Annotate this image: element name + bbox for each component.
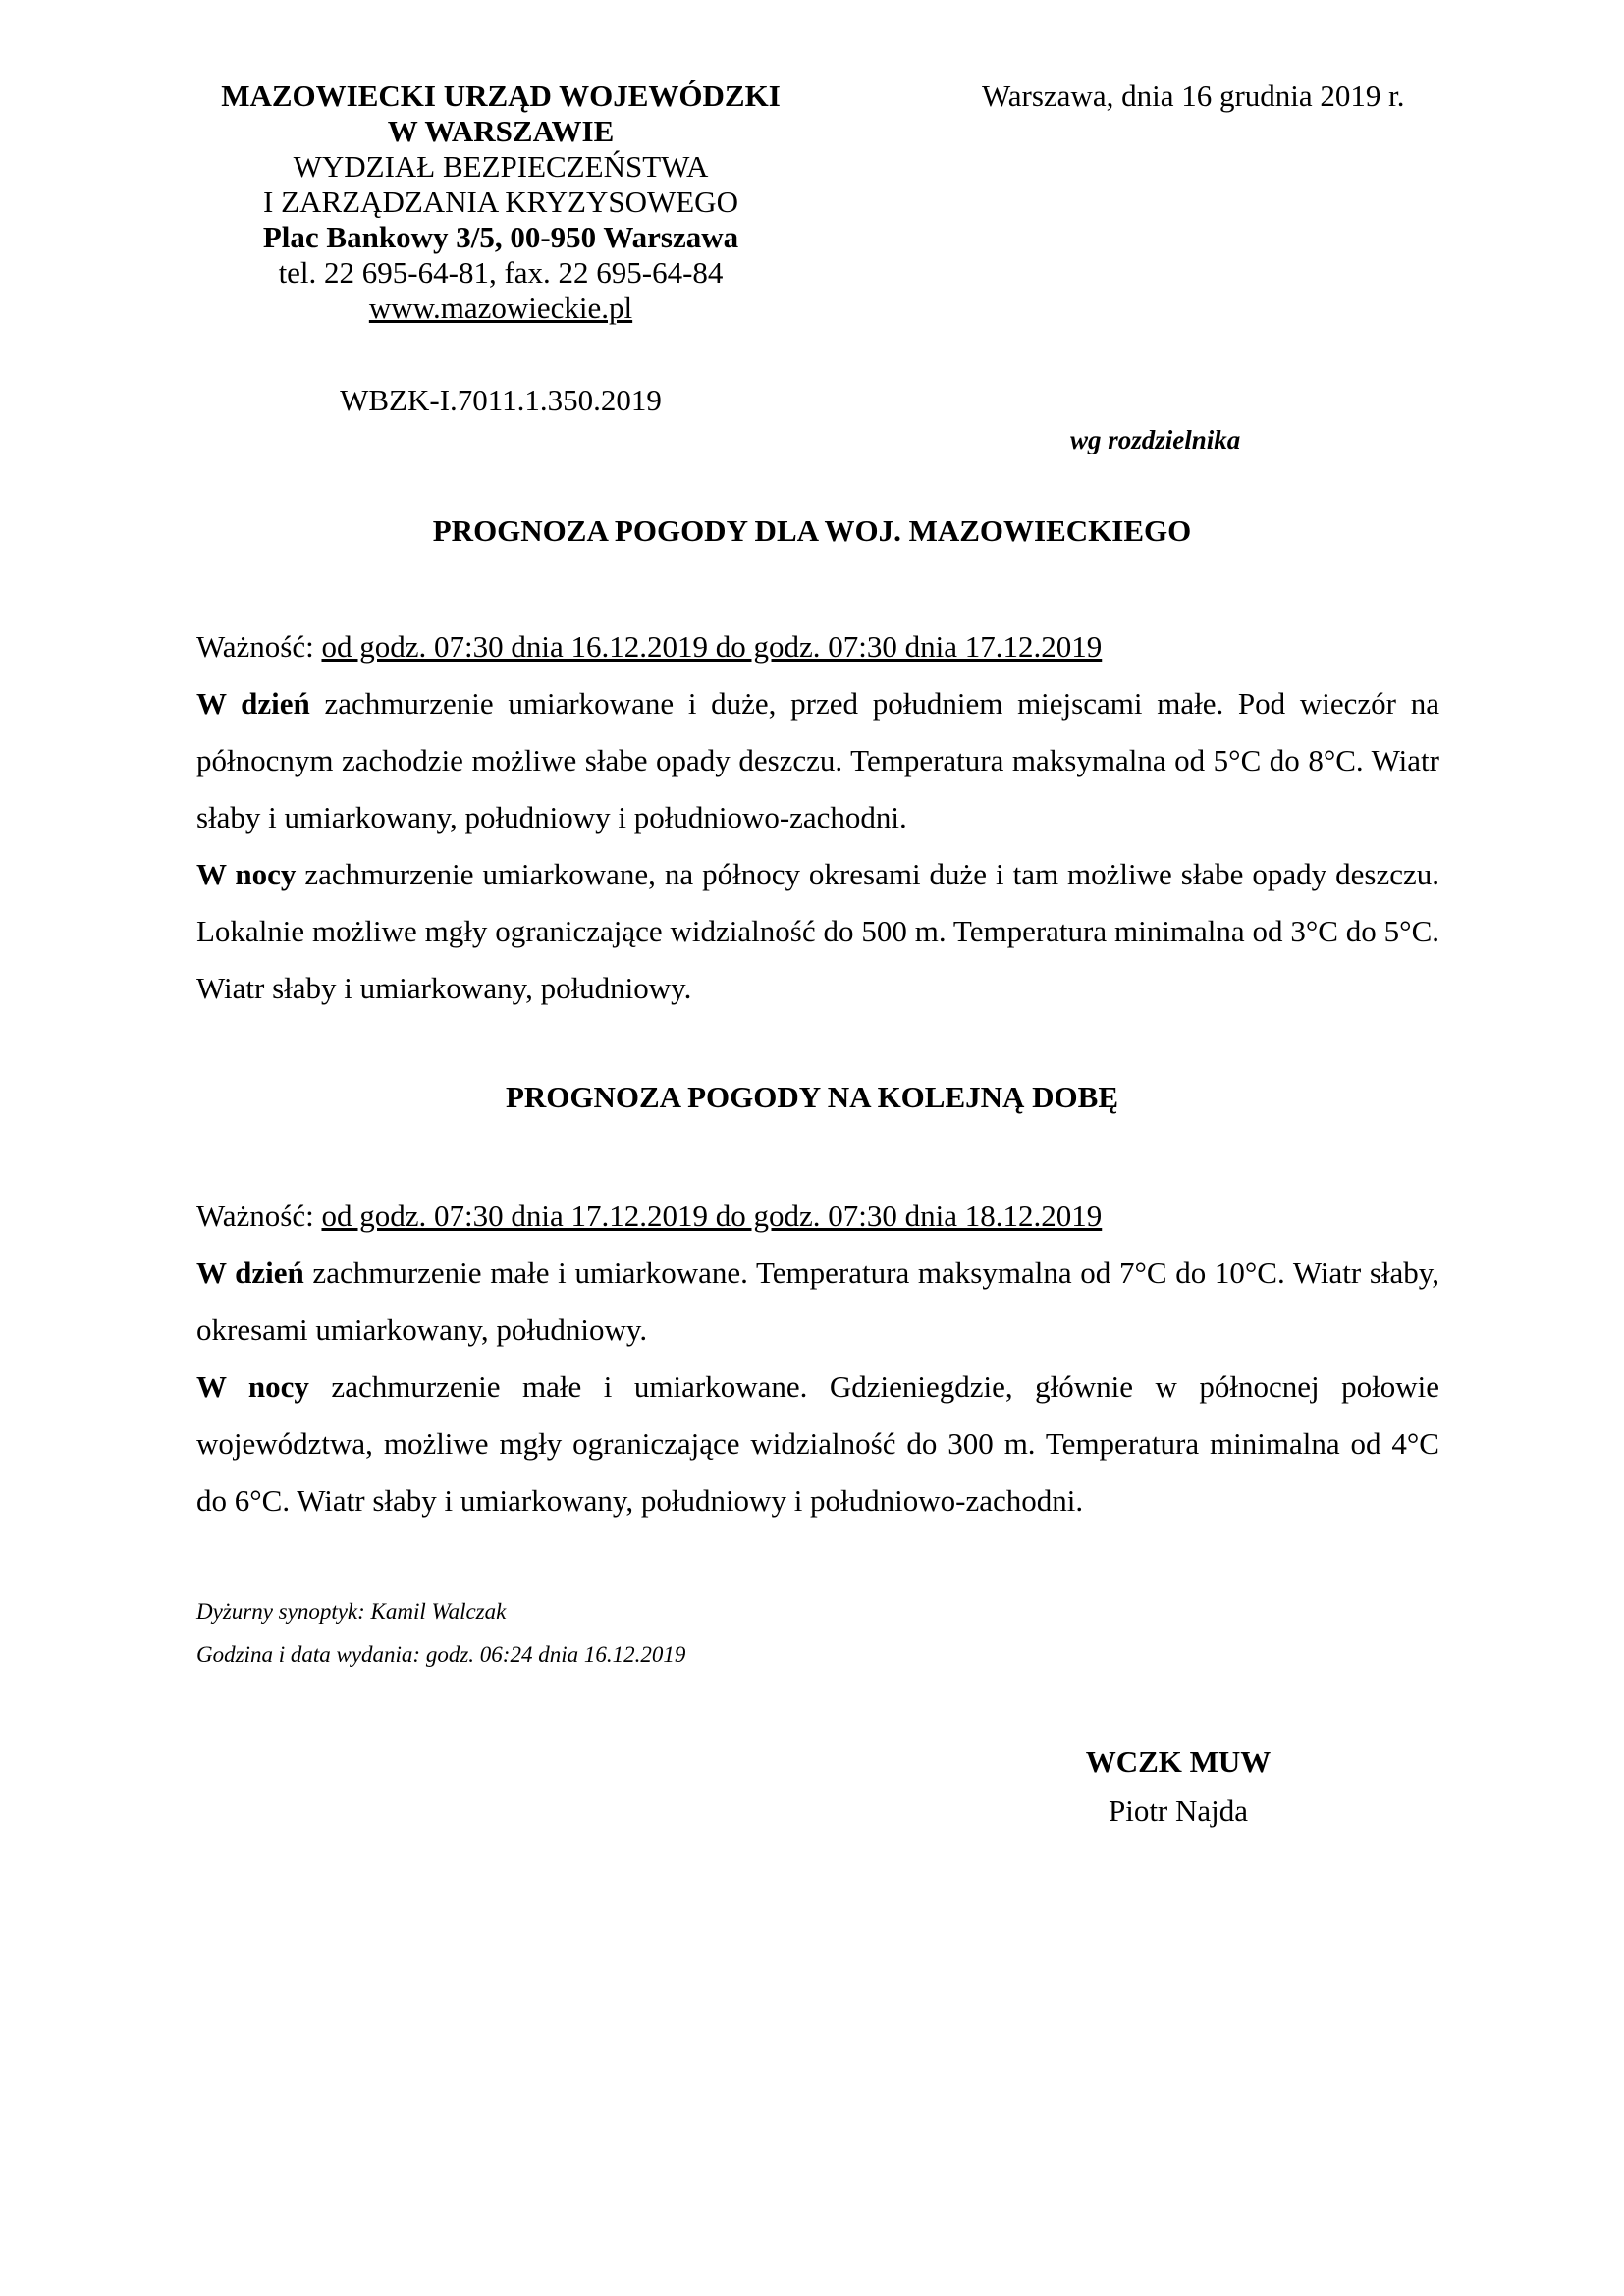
distribution-note: wg rozdzielnika (1070, 425, 1241, 454)
validity-range: od godz. 07:30 dnia 17.12.2019 do godz. 07:30 dnia 18.12.2019 (321, 1199, 1103, 1233)
night-label: W nocy (196, 857, 297, 891)
website-link[interactable]: www.mazowieckie.pl (368, 291, 633, 325)
forecast-next-title: PROGNOZA POGODY NA KOLEJNĄ DOBĘ (505, 1080, 1119, 1114)
issue-metadata (196, 1590, 685, 1677)
org-name-line2: W WARSZAWIE (387, 114, 615, 148)
night-text: zachmurzenie małe i umiarkowane. Gdzieniegdzie, głównie w północnej połowie województwa, możliwe mgły ograniczające widzialność do 300 m. Temperatura minimalna od 4°C do 6°C. Wiatr słaby i umiarkowany, południowy i południowo-zachodni. (196, 1369, 1439, 1518)
forecast-next-night (196, 1359, 1439, 1529)
department-line2: I ZARZĄDZANIA KRYZYSOWEGO (263, 185, 738, 219)
reference-number: WBZK-I.7011.1.350.2019 (340, 383, 662, 417)
validity-label: Ważność: (196, 1199, 322, 1233)
forecast-today-validity (196, 618, 1439, 675)
org-name-line1: MAZOWIECKI URZĄD WOJEWÓDZKI (221, 79, 781, 113)
letterhead (177, 79, 825, 326)
day-label: W dzień (196, 686, 310, 721)
phone-fax: tel. 22 695-64-81, fax. 22 695-64-84 (278, 255, 724, 290)
validity-range: od godz. 07:30 dnia 16.12.2019 do godz. 07:30 dnia 17.12.2019 (321, 629, 1103, 664)
address: Plac Bankowy 3/5, 00-950 Warszawa (262, 220, 739, 254)
day-text: zachmurzenie umiarkowane i duże, przed południem miejscami małe. Pod wieczór na północnym zachodzie możliwe słabe opady deszczu. Temperatura maksymalna od 5°C do 8°C. Wiatr słaby i umiarkowany, południowy i południowo-zachodni. (196, 686, 1440, 834)
day-label: W dzień (196, 1255, 304, 1290)
forecast-next-body (196, 1188, 1439, 1529)
forecast-next-day (196, 1245, 1439, 1359)
night-text: zachmurzenie umiarkowane, na północy okresami duże i tam możliwe słabe opady deszczu. Lokalnie możliwe mgły ograniczające widzialność do 500 m. Temperatura minimalna od 3°C do 5°C. Wiatr słaby i umiarkowany, południowy. (196, 857, 1439, 1005)
forecast-next-validity (196, 1188, 1439, 1245)
signatory-name: Piotr Najda (1108, 1793, 1249, 1828)
forecast-today-night (196, 846, 1439, 1017)
forecast-today-day (196, 675, 1439, 846)
forecast-today-title: PROGNOZA POGODY DLA WOJ. MAZOWIECKIEGO (432, 513, 1192, 548)
signature-block (1070, 1737, 1286, 1836)
issue-time: Godzina i data wydania: godz. 06:24 dnia 16.12.2019 (196, 1642, 686, 1667)
night-label: W nocy (196, 1369, 309, 1404)
department-line1: WYDZIAŁ BEZPIECZEŃSTWA (293, 149, 709, 184)
day-text: zachmurzenie małe i umiarkowane. Temperatura maksymalna od 7°C do 10°C. Wiatr słaby, okresami umiarkowany, południowy. (196, 1255, 1440, 1347)
forecast-today-body (196, 618, 1439, 1017)
synoptician-on-duty: Dyżurny synoptyk: Kamil Walczak (196, 1599, 507, 1624)
signatory-unit: WCZK MUW (1085, 1744, 1272, 1779)
place-and-date: Warszawa, dnia 16 grudnia 2019 r. (982, 79, 1405, 113)
validity-label: Ważność: (196, 629, 322, 664)
